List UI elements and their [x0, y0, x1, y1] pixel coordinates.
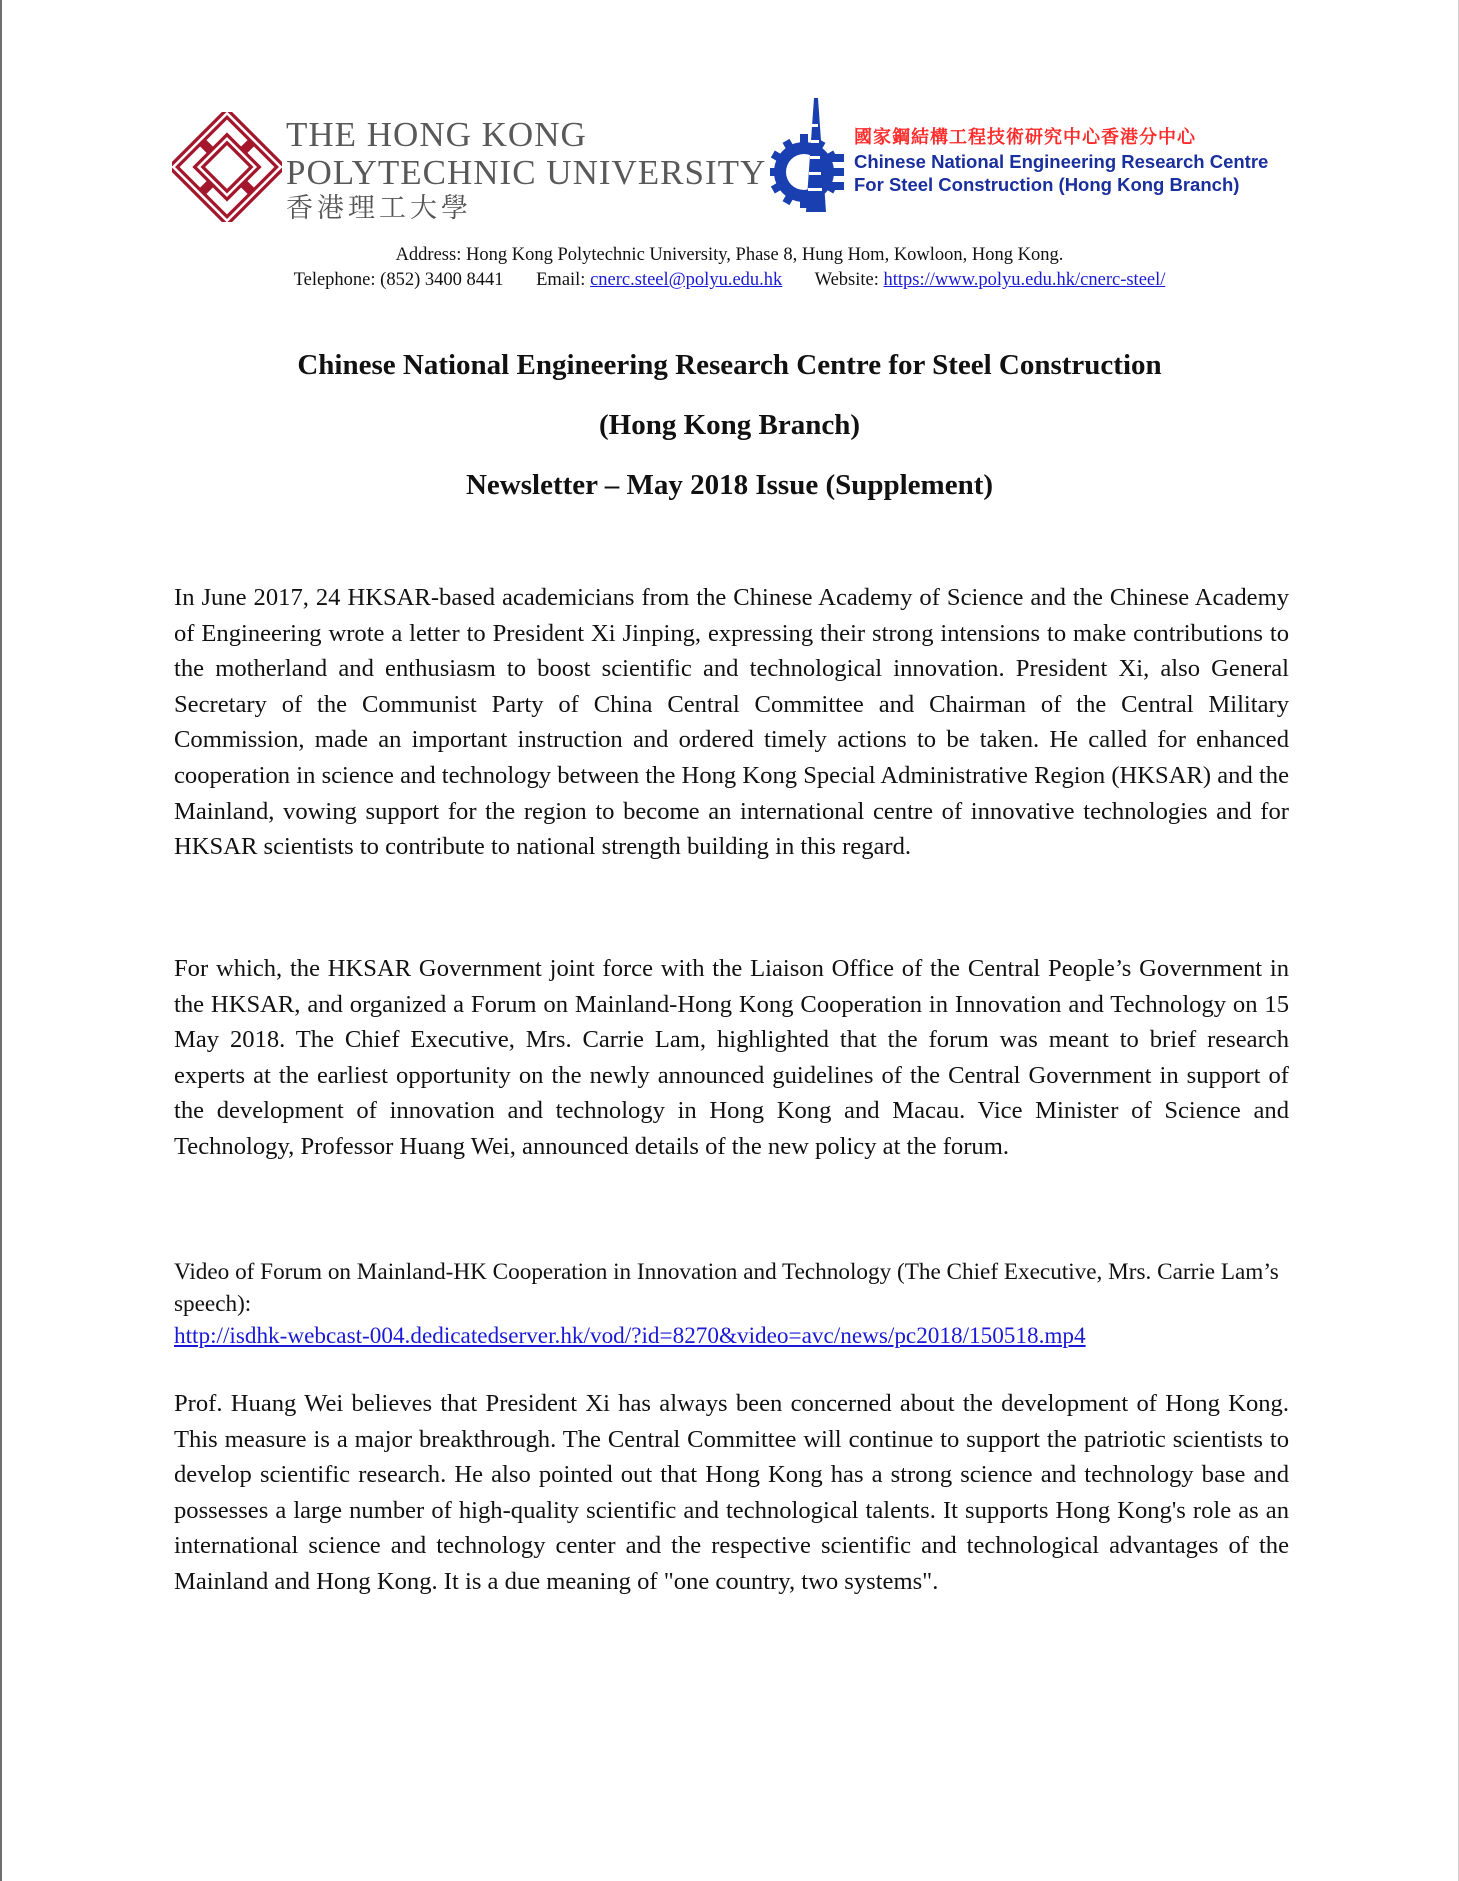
body-paragraph-3: Prof. Huang Wei believes that President Xi has always been concerned about the development of Hong Kong. This measure is a major breakthrough. The Central Committee will continue to support the patriotic scientists to develop scientific research. He also pointed out that Hong Kong has a strong science and technology base and possesses a large number of high-quality scientific and technological talents. It supports Hong Kong's role as an international science and technology center and the respective scientific and technological advantages of the Mainland and Hong Kong. It is a due meaning of "one country, two systems". — [174, 1390, 1289, 1595]
contact-line — [0, 270, 1459, 291]
address-line — [0, 245, 1459, 266]
body-paragraph-2: For which, the HKSAR Government joint force with the Liaison Office of the Central People’s Government in the HKSAR, and organized a Forum on Mainland-Hong Kong Cooperation in Innovation and Technology on 15 May 2018. The Chief Executive, Mrs. Carrie Lam, highlighted that the forum was meant to brief research experts at the earliest opportunity on the newly announced guidelines of the Central Government in support of the development of innovation and technology in Hong Kong and Macau. Vice Minister of Science and Technology, Professor Huang Wei, announced details of the new policy at the forum. — [174, 955, 1289, 1160]
cnerc-name-en-line2: For Steel Construction (Hong Kong Branch) — [854, 174, 1240, 195]
polyu-name-chinese: 香港理工大學 — [286, 193, 472, 224]
video-link[interactable]: http://isdhk-webcast-004.dedicatedserver.hk/vod/?id=8270&video=avc/news/pc2018/150518.mp4 — [174, 1323, 1086, 1349]
email-link[interactable]: cnerc.steel@polyu.edu.hk — [590, 270, 783, 290]
newsletter-title-line1: Chinese National Engineering Research Centre for Steel Construction — [297, 349, 1162, 381]
website-link[interactable]: https://www.polyu.edu.hk/cnerc-steel/ — [883, 270, 1166, 290]
cnerc-name — [854, 126, 1268, 196]
body-paragraph-1: In June 2017, 24 HKSAR-based academicians from the Chinese Academy of Science and the Chinese Academy of Engineering wrote a letter to President Xi Jinping, expressing their strong intensions to make contributions to the motherland and enthusiasm to boost scientific and technological innovation. President Xi, also General Secretary of the Communist Party of China Central Committee and Chairman of the Central Military Commission, made an important instruction and ordered timely actions to be taken. He called for enhanced cooperation in science and technology between the Hong Kong Special Administrative Region (HKSAR) and the Mainland, vowing support for the region to become an international centre of innovative technologies and for HKSAR scientists to contribute to national strength building in this regard. — [174, 584, 1289, 861]
video-caption: Video of Forum on Mainland-HK Cooperation in Innovation and Technology (The Chief Executive, Mrs. Carrie Lam’s speech): — [174, 1259, 1279, 1317]
website-label: Website: — [814, 270, 879, 290]
address-text: Hong Kong Polytechnic University, Phase 8, Hung Hom, Kowloon, Hong Kong. — [465, 245, 1064, 265]
cnerc-gear-tower-icon — [770, 94, 856, 218]
video-block — [174, 1256, 1294, 1352]
address-label: Address: — [395, 245, 462, 265]
polyu-logo-block — [172, 112, 767, 224]
polyu-name-line2: POLYTECHNIC UNIVERSITY — [286, 153, 767, 192]
newsletter-title-line3: Newsletter – May 2018 Issue (Supplement) — [465, 469, 994, 501]
polyu-name-line1: THE HONG KONG — [286, 115, 587, 154]
polyu-knot-icon — [172, 112, 282, 222]
newsletter-title-line2: (Hong Kong Branch) — [598, 409, 861, 441]
telephone-label: Telephone: — [293, 270, 376, 290]
telephone-number: (852) 3400 8441 — [380, 270, 504, 290]
email-label: Email: — [536, 270, 586, 290]
cnerc-name-en-line1: Chinese National Engineering Research Centre — [854, 151, 1269, 172]
cnerc-logo-block — [770, 94, 1290, 218]
polyu-name — [286, 116, 766, 225]
cnerc-name-chinese: 國家鋼結構工程技術研究中心香港分中心 — [854, 127, 1196, 148]
